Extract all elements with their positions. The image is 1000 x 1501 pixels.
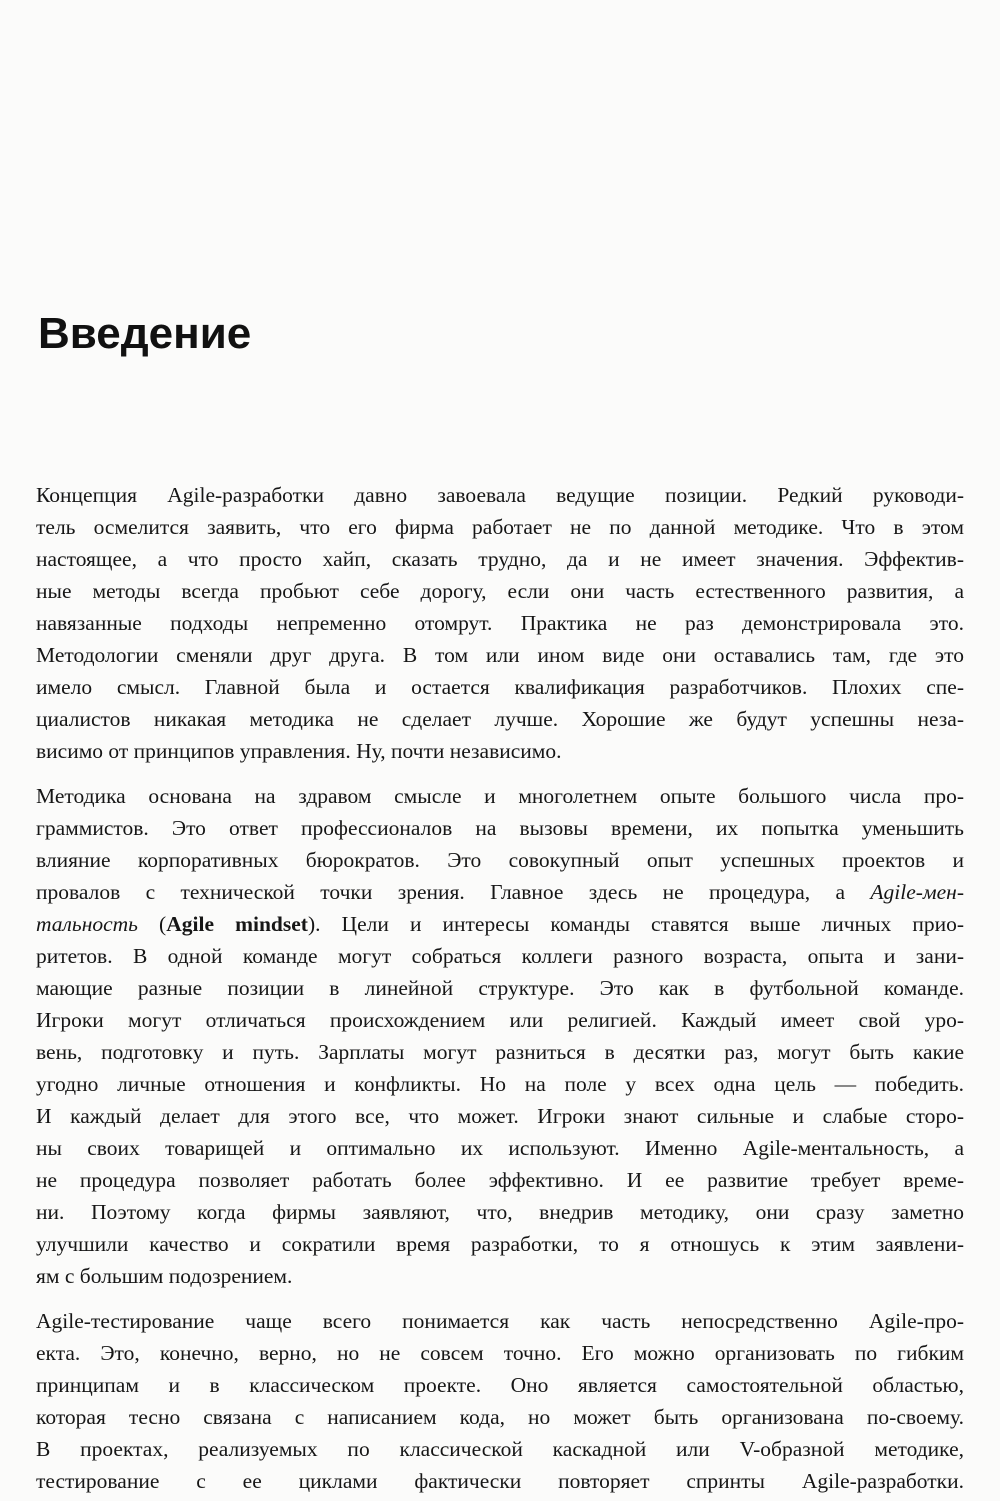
paragraph — [36, 1305, 964, 1497]
text-line: навязанные подходы непременно отомрут. Практика не раз демонстрировала это. — [36, 611, 964, 635]
text-line: тель осмелится заявить, что его фирма работает не по данной методике. Что в этом — [36, 515, 964, 539]
italic-term: тальность — [36, 912, 138, 936]
text-line: циалистов никакая методика не сделает лучше. Хорошие же будут успешны неза- — [36, 707, 964, 731]
text-line: Игроки могут отличаться происхождением или религией. Каждый имеет свой уро- — [36, 1008, 964, 1032]
text-line: тестирование с ее циклами фактически повторяет спринты Agile-разработки. — [36, 1469, 964, 1493]
text-line: которая тесно связана с написанием кода, но может быть организована по-своему. — [36, 1405, 964, 1429]
text-line: Концепция Agile-разработки давно завоевала ведущие позиции. Редкий руководи- — [36, 483, 964, 507]
text-line — [36, 908, 964, 940]
text-line: влияние корпоративных бюрократов. Это совокупный опыт успешных проектов и — [36, 848, 964, 872]
text-line: висимо от принципов управления. Ну, почти независимо. — [36, 739, 562, 763]
text-line: угодно личные отношения и конфликты. Но на поле у всех одна цель — победить. — [36, 1072, 964, 1096]
text-run: ( — [137, 912, 167, 936]
text-line: имело смысл. Главной была и остается квалификация разработчиков. Плохих спе- — [36, 675, 964, 699]
text-line: настоящее, а что просто хайп, сказать трудно, да и не имеет значения. Эффектив- — [36, 547, 964, 571]
body-text — [36, 479, 964, 1497]
text-line: принципам и в классическом проекте. Оно является самостоятельной областью, — [36, 1373, 964, 1397]
text-line: ритетов. В одной команде могут собраться коллеги разного возраста, опыта и зани- — [36, 944, 964, 968]
text-line: мающие разные позиции в линейной структуре. Это как в футбольной команде. — [36, 976, 964, 1000]
text-line: ны своих товарищей и оптимально их используют. Именно Agile-ментальность, а — [36, 1136, 964, 1160]
text-line: В проектах, реализуемых по классической каскадной или V-образной методике, — [36, 1437, 964, 1461]
text-line: улучшили качество и сократили время разработки, то я отношусь к этим заявлени- — [36, 1232, 964, 1256]
text-line: Методологии сменяли друг друга. В том или ином виде они оставались там, где это — [36, 643, 964, 667]
text-line: ные методы всегда пробьют себе дорогу, если они часть естественного развития, а — [36, 579, 964, 603]
text-line: граммистов. Это ответ профессионалов на вызовы времени, их попытка уменьшить — [36, 816, 964, 840]
text-line: екта. Это, конечно, верно, но не совсем точно. Его можно организовать по гибким — [36, 1341, 964, 1365]
text-line: ям с большим подозрением. — [36, 1264, 293, 1288]
paragraph — [36, 780, 964, 1292]
page-title: Введение — [38, 309, 252, 358]
text-line: Методика основана на здравом смысле и многолетнем опыте большого числа про- — [36, 784, 964, 808]
text-line: не процедура позволяет работать более эффективно. И ее развитие требует време- — [36, 1168, 964, 1192]
italic-term: Agile-мен- — [870, 880, 964, 904]
text-line: вень, подготовку и путь. Зарплаты могут разниться в десятки раз, могут быть какие — [36, 1040, 964, 1064]
text-run: провалов с технической точки зрения. Главное здесь не процедура, а — [36, 880, 871, 904]
text-line — [36, 876, 964, 908]
text-line: Agile-тестирование чаще всего понимается как часть непосредственно Agile-про- — [36, 1309, 964, 1333]
text-line: И каждый делает для этого все, что может. Игроки знают сильные и слабые сторо- — [36, 1104, 964, 1128]
paragraph — [36, 479, 964, 767]
text-run: ). Цели и интересы команды ставятся выше личных прио- — [307, 912, 964, 936]
bold-term: Agile mindset — [166, 912, 308, 936]
text-line: ни. Поэтому когда фирмы заявляют, что, внедрив методику, они сразу заметно — [36, 1200, 964, 1224]
